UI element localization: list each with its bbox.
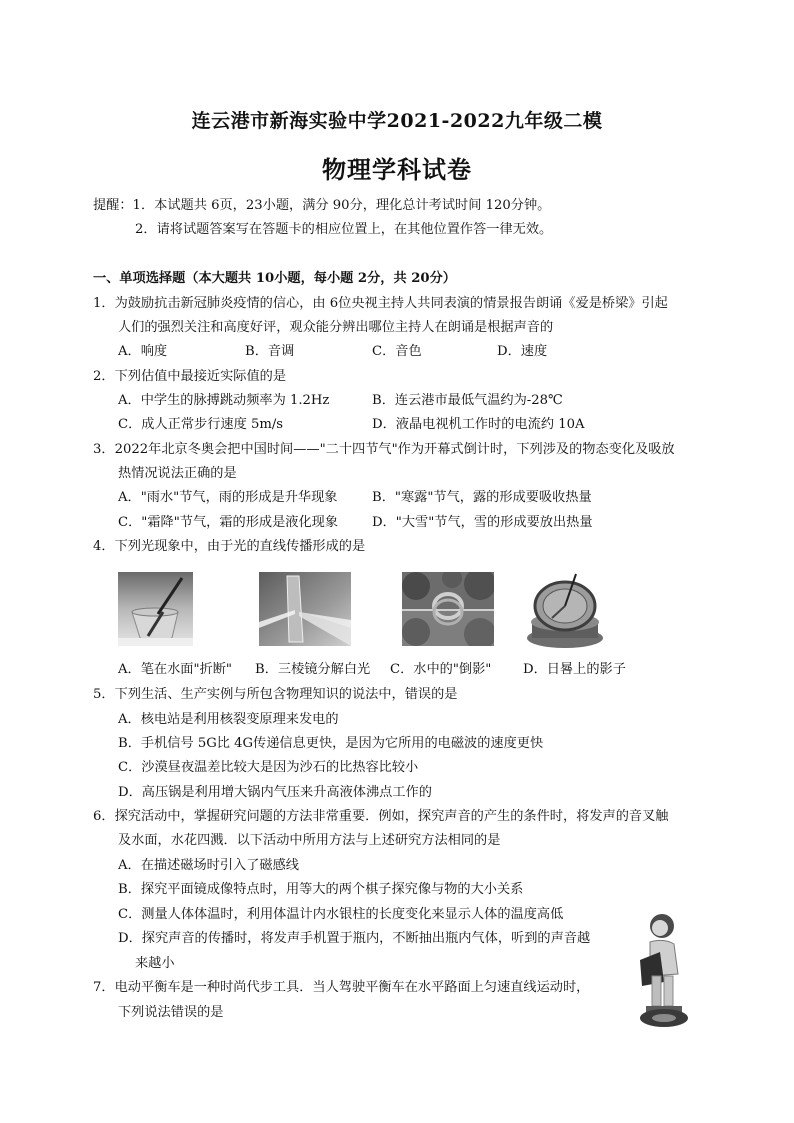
q2-stem-line-1: 2．下列估值中最接近实际值的是: [93, 369, 287, 384]
q5-option-c: C．沙漠昼夜温差比较大是因为沙石的比热容比较小: [118, 760, 419, 775]
q4-option-c: C．水中的"倒影": [390, 662, 492, 677]
q6-option-d-line-2: 来越小: [135, 956, 175, 971]
q1-option-a: A．响度: [118, 344, 168, 359]
water-reflection-image: [402, 572, 494, 646]
q6-option-a: A．在描述磁场时引入了磁感线: [118, 858, 299, 873]
q2-option-d: D．液晶电视机工作时的电流约 10A: [372, 417, 585, 432]
q6-option-c: C．测量人体体温时，利用体温计内水银柱的长度变化来显示人体的温度高低: [118, 907, 564, 922]
q7-stem-line-1: 7．电动平衡车是一种时尚代步工具．当人驾驶平衡车在水平路面上匀速直线运动时，: [93, 980, 590, 995]
q5-stem-line-1: 5．下列生活、生产实例与所包含物理知识的说法中，错误的是: [93, 687, 458, 702]
q4-option-d: D．日晷上的影子: [523, 662, 626, 677]
q4-stem-line-1: 4．下列光现象中，由于光的直线传播形成的是: [93, 539, 366, 554]
q1-stem-line-1: 1．为鼓励抗击新冠肺炎疫情的信心，由 6位央视主持人共同表演的情景报告朗诵《爱是桥梁》引起: [93, 296, 668, 311]
q7-stem-line-2: 下列说法错误的是: [118, 1005, 224, 1020]
q1-option-d: D．速度: [497, 344, 548, 359]
q3-option-c: C．"霜降"节气，霜的形成是液化现象: [118, 515, 339, 530]
prism-image: [259, 572, 351, 646]
q6-stem-line-2: 及水面，水花四溅．以下活动中所用方法与上述研究方法相同的是: [118, 833, 501, 848]
q6-option-b: B．探究平面镜成像特点时，用等大的两个棋子探究像与物的大小关系: [118, 882, 524, 897]
q6-option-d-line-1: D．探究声音的传播时，将发声手机置于瓶内，不断抽出瓶内气体，听到的声音越: [118, 931, 591, 946]
q1-option-b: B．音调: [245, 344, 295, 359]
q3-stem-line-2: 热情况说法正确的是: [118, 466, 237, 481]
q2-option-b: B．连云港市最低气温约为-28℃: [372, 393, 563, 408]
q4-option-b: B．三棱镜分解白光: [255, 662, 371, 677]
q1-stem-line-2: 人们的强烈关注和高度好评，观众能分辨出哪位主持人在朗诵是根据声音的: [118, 320, 554, 335]
section-heading: 一、单项选择题（本大题共 10小题，每小题 2分，共 20分）: [93, 271, 456, 286]
q3-option-d: D．"大雪"节气，雪的形成要放出热量: [372, 515, 593, 530]
q5-option-b: B．手机信号 5G比 4G传递信息更快，是因为它所用的电磁波的速度更快: [118, 736, 544, 751]
q5-option-a: A．核电站是利用核裂变原理来发电的: [118, 712, 339, 727]
q4-option-a: A．笔在水面"折断": [118, 662, 232, 677]
sundial-image: [522, 570, 608, 652]
notice-line-1: 提醒：1．本试题共 6页，23小题，满分 90分，理化总计考试时间 120分钟。: [93, 198, 551, 213]
q1-option-c: C．音色: [372, 344, 422, 359]
pen-in-water-image: [118, 572, 193, 646]
q2-option-a: A．中学生的脉搏跳动频率为 1.2Hz: [118, 393, 330, 408]
notice-line-2: 2．请将试题答案写在答题卡的相应位置上，在其他位置作答一律无效。: [135, 222, 553, 237]
q5-option-d: D．高压锅是利用增大锅内气压来升高液体沸点工作的: [118, 785, 432, 800]
balance-scooter-image: [630, 912, 700, 1028]
exam-subtitle: 物理学科试卷: [322, 155, 472, 184]
q6-stem-line-1: 6．探究活动中，掌握研究问题的方法非常重要．例如，探究声音的产生的条件时，将发声的音叉触: [93, 809, 669, 824]
q3-option-a: A．"雨水"节气，雨的形成是升华现象: [118, 490, 338, 505]
q3-option-b: B．"寒露"节气，露的形成要吸收热量: [372, 490, 592, 505]
exam-title: 连云港市新海实验中学2021-2022九年级二模: [191, 110, 603, 132]
q3-stem-line-1: 3．2022年北京冬奥会把中国时间——"二十四节气"作为开幕式倒计时，下列涉及的物态变化及吸放: [93, 442, 675, 457]
q2-option-c: C．成人正常步行速度 5m/s: [118, 417, 284, 432]
